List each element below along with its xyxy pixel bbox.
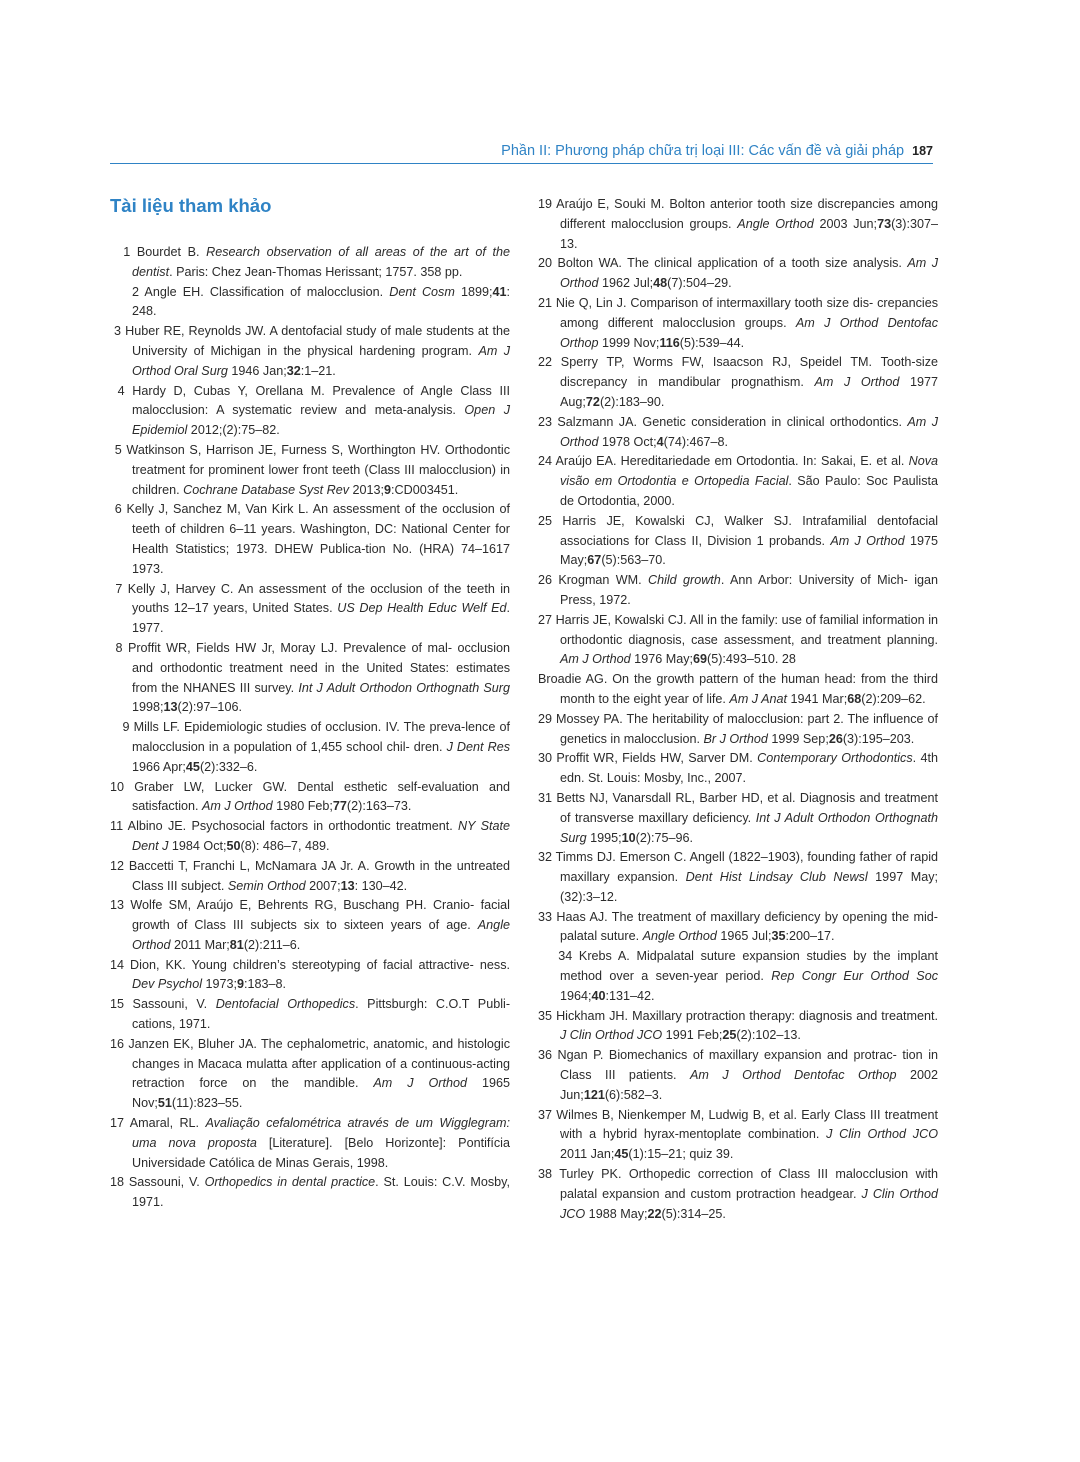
- reference-item: 6 Kelly J, Sanchez M, Van Kirk L. An assessment of the occlusion of teeth of children 6–11 years. Washington, DC: National Center for Health Statistics; 1973. DHEW Publica-tion No. (HRA) 74–1617 1973.: [110, 502, 510, 576]
- reference-item: 11 Albino JE. Psychosocial factors in orthodontic treatment. NY State Dent J 1984 Oct;50(8): 486–7, 489.: [110, 819, 510, 853]
- reference-item: 21 Nie Q, Lin J. Comparison of intermaxillary tooth size dis- crepancies among different malocclusion groups. Am J Orthod Dentofac Orthop 1999 Nov;116(5):539–44.: [538, 295, 938, 350]
- reference-item: 35 Hickham JH. Maxillary protraction therapy: diagnosis and treatment. J Clin Orthod JCO 1991 Feb;25(2):102–13.: [538, 1008, 938, 1043]
- reference-item: 14 Dion, KK. Young children’s stereotyping of facial attractive- ness. Dev Psychol 1973;9:183–8.: [110, 957, 510, 992]
- reference-item: 30 Proffit WR, Fields HW, Sarver DM. Contemporary Orthodontics. 4th edn. St. Louis: Mosby, Inc., 2007.: [538, 751, 939, 786]
- reference-item: 4 Hardy D, Cubas Y, Orellana M. Prevalence of Angle Class III malocclusion: A systematic review and meta-analysis. Open J Epidemiol 2012;(2):75–82.: [110, 383, 510, 438]
- reference-item: Broadie AG. On the growth pattern of the human head: from the third month to the eight year of life. Am J Anat 1941 Mar;68(2):209–62.: [538, 672, 938, 706]
- reference-item: 9 Mills LF. Epidemiologic studies of occlusion. IV. The preva-lence of malocclusion in a population of 1,455 school chil- dren. J Dent Res 1966 Apr;45(2):332–6.: [110, 720, 510, 774]
- section-title: Tài liệu tham khảo: [110, 195, 272, 216]
- header-title: Phần II: Phương pháp chữa trị loại III: Các vấn đề và giải pháp: [501, 143, 905, 159]
- page-number: 187: [912, 144, 933, 158]
- reference-item: 13 Wolfe SM, Araújo E, Behrents RG, Buschang PH. Cranio- facial growth of Class III subjects six to sixteen years of age. Angle Orthod 2011 Mar;81(2):211–6.: [110, 898, 510, 952]
- reference-item: 20 Bolton WA. The clinical application of a tooth size analysis. Am J Orthod 1962 Jul;48(7):504–29.: [538, 256, 938, 291]
- reference-item: 29 Mossey PA. The heritability of malocclusion: part 2. The influence of genetics in malocclusion. Br J Orthod 1999 Sep;26(3):195–203.: [538, 711, 938, 746]
- reference-item: 27 Harris JE, Kowalski CJ. All in the family: use of familial information in orthodontic diagnosis, case assessment, and treatment planning. Am J Orthod 1976 May;69(5):493–510. 28: [538, 612, 938, 667]
- reference-item: 31 Betts NJ, Vanarsdall RL, Barber HD, et al. Diagnosis and treatment of transverse maxillary deficiency. Int J Adult Orthodon Orthognath Surg 1995;10(2):75–96.: [538, 790, 938, 845]
- running-header: [110, 141, 933, 161]
- reference-item: 38 Turley PK. Orthopedic correction of Class III malocclusion with palatal expansion and custom protraction headgear. J Clin Orthod JCO 1988 May;22(5):314–25.: [538, 1167, 938, 1221]
- reference-item: 26 Krogman WM. Child growth. Ann Arbor: University of Mich- igan Press, 1972.: [538, 573, 939, 607]
- reference-item: 37 Wilmes B, Nienkemper M, Ludwig B, et al. Early Class III treatment with a hybrid hyrax-mentoplate combination. J Clin Orthod JCO 2011 Jan;45(1):15–21; quiz 39.: [538, 1107, 938, 1162]
- reference-item: 12 Baccetti T, Franchi L, McNamara JA Jr. A. Growth in the untreated Class III subject. Semin Orthod 2007;13: 130–42.: [110, 858, 510, 893]
- reference-item: 10 Graber LW, Lucker GW. Dental esthetic self-evaluation and satisfaction. Am J Orthod 1980 Feb;77(2):163–73.: [110, 779, 510, 814]
- reference-item: 17 Amaral, RL. Avaliação cefalométrica através de um Wigglegram: uma nova proposta [Literature]. [Belo Horizonte]: Pontifícia Universidade Católica de Minas Gerais, 1998.: [110, 1116, 510, 1170]
- reference-item: 16 Janzen EK, Bluher JA. The cephalometric, anatomic, and histologic changes in Macaca mulatta after application of a continuous-acting retraction force on the mandible. Am J Orthod 1965 Nov;51(11):823–55.: [110, 1036, 510, 1111]
- reference-item: 34 Krebs A. Midpalatal suture expansion studies by the implant method over a seven-year period. Rep Congr Eur Orthod Soc 1964;40:131–42.: [538, 949, 938, 1003]
- reference-item: 22 Sperry TP, Worms FW, Isaacson RJ, Speidel TM. Tooth-size discrepancy in mandibular prognathism. Am J Orthod 1977 Aug;72(2):183–90.: [538, 355, 939, 409]
- reference-item: 32 Timms DJ. Emerson C. Angell (1822–1903), founding father of rapid maxillary expansion. Dent Hist Lindsay Club Newsl 1997 May; (32):3–12.: [538, 850, 939, 904]
- reference-item: 1 Bourdet B. Research observation of all areas of the art of the dentist. Paris: Chez Jean-Thomas Herissant; 1757. 358 pp. 2 Angle EH. Classification of malocclusion. Dent Cosm 1899;41: 248.: [110, 245, 510, 319]
- reference-item: 36 Ngan P. Biomechanics of maxillary expansion and protrac- tion in Class III patients. Am J Orthod Dentofac Orthop 2002 Jun;121(6):582–3.: [538, 1048, 939, 1102]
- header-rule: [110, 163, 933, 164]
- reference-item: 18 Sassouni, V. Orthopedics in dental practice. St. Louis: C.V. Mosby, 1971.: [110, 1175, 510, 1210]
- reference-item: 5 Watkinson S, Harrison JE, Furness S, Worthington HV. Orthodontic treatment for prominent lower front teeth (Class III malocclusion) in children. Cochrane Database Syst Rev 2013;9:CD003451.: [110, 442, 510, 497]
- reference-item: 3 Huber RE, Reynolds JW. A dentofacial study of male students at the University of Michigan in the physical hardening program. Am J Orthod Oral Surg 1946 Jan;32:1–21.: [110, 324, 511, 378]
- references-right-column: [538, 195, 938, 1224]
- references-left-column: [110, 243, 510, 1213]
- reference-item: 23 Salzmann JA. Genetic consideration in clinical orthodontics. Am J Orthod 1978 Oct;4(74):467–8.: [538, 414, 938, 449]
- reference-item: 24 Araújo EA. Hereditariedade em Ortodontia. In: Sakai, E. et al. Nova visão em Ortodontia e Ortopedia Facial. São Paulo: Soc Paulista de Ortodontia, 2000.: [538, 454, 938, 508]
- reference-item: 25 Harris JE, Kowalski CJ, Walker SJ. Intrafamilial dentofacial associations for Class II, Division 1 probands. Am J Orthod 1975 May;67(5):563–70.: [538, 513, 939, 568]
- reference-item: 15 Sassouni, V. Dentofacial Orthopedics. Pittsburgh: C.O.T Publi- cations, 1971.: [110, 997, 511, 1032]
- reference-item: 8 Proffit WR, Fields HW Jr, Moray LJ. Prevalence of mal- occlusion and orthodontic treatment need in the United States: estimates from the NHANES III survey. Int J Adult Orthodon Orthognath Surg 1998;13(2):97–106.: [110, 640, 511, 715]
- reference-item: 19 Araújo E, Souki M. Bolton anterior tooth size discrepancies among different malocclusion groups. Angle Orthod 2003 Jun;73(3):307–13.: [538, 197, 938, 251]
- reference-item: 7 Kelly J, Harvey C. An assessment of the occlusion of the teeth in youths 12–17 years, United States. US Dep Health Educ Welf Ed. 1977.: [110, 581, 510, 636]
- reference-item: 33 Haas AJ. The treatment of maxillary deficiency by opening the mid-palatal suture. Angle Orthod 1965 Jul;35:200–17.: [538, 909, 938, 944]
